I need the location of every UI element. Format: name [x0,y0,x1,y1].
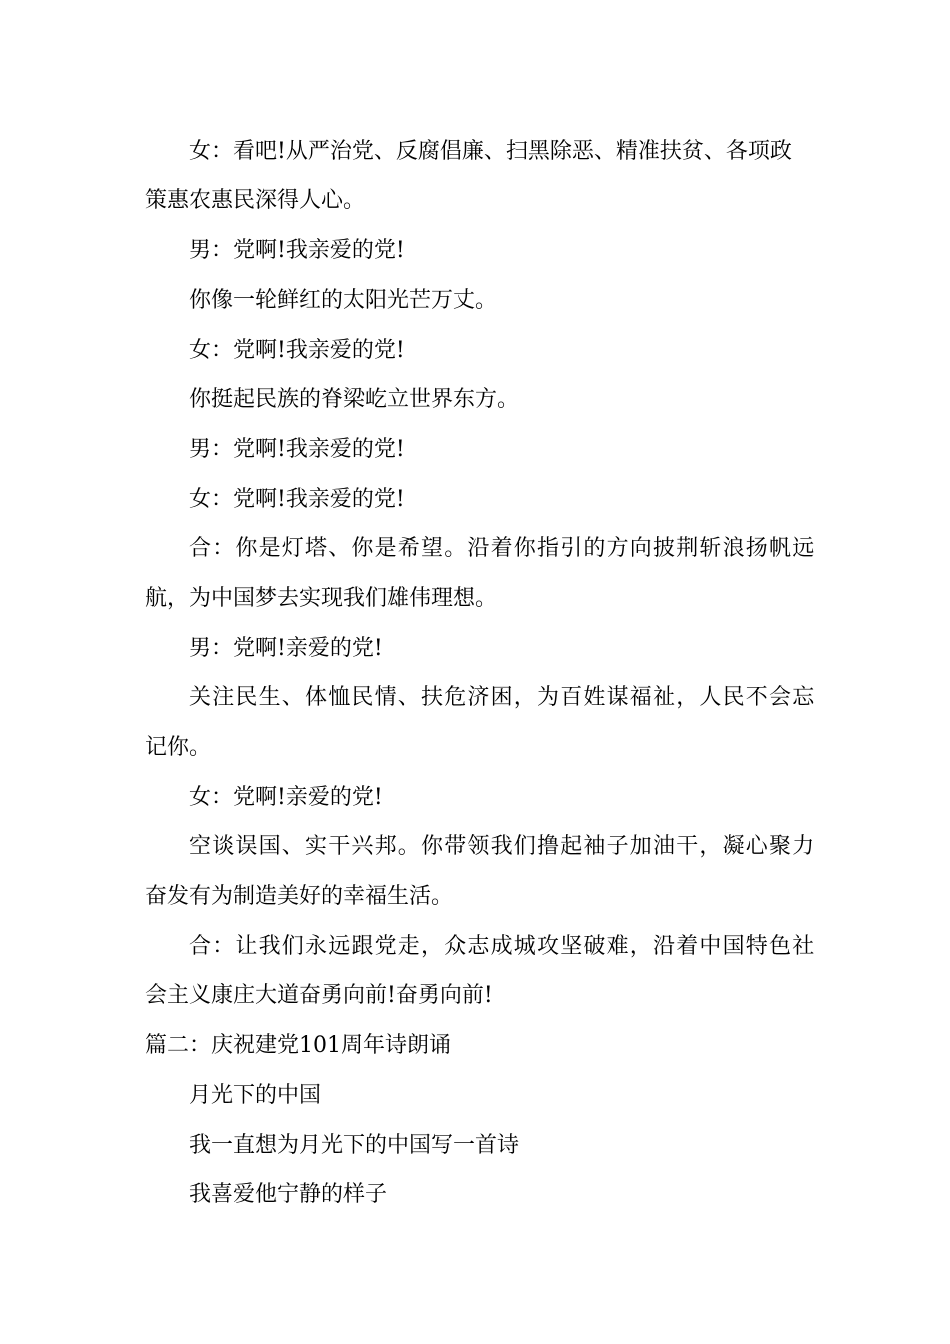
paragraph-line: 你像一轮鲜红的太阳光芒万丈。 [189,288,498,313]
paragraph-line: 合：你是灯塔、你是希望。沿着你指引的方向披荆斩浪扬帆远 [189,536,816,561]
paragraph-line: 女：党啊!我亲爱的党! [189,487,405,512]
paragraph-line: 关注民生、体恤民情、扶危济困，为百姓谋福祉，人民不会忘 [189,685,816,710]
section-heading: 篇二：庆祝建党101周年诗朗诵 [145,1033,451,1058]
paragraph-line: 策惠农惠民深得人心。 [145,188,366,213]
poem-line: 我一直想为月光下的中国写一首诗 [189,1133,520,1158]
paragraph-line: 男：党啊!我亲爱的党! [189,238,405,263]
poem-line: 我喜爱他宁静的样子 [189,1182,388,1207]
paragraph-line: 女：党啊!我亲爱的党! [189,338,405,363]
paragraph-line: 你挺起民族的脊梁屹立世界东方。 [189,387,520,412]
paragraph-line: 女：党啊!亲爱的党! [189,785,383,810]
paragraph-line: 会主义康庄大道奋勇向前!奋勇向前! [145,983,493,1008]
paragraph-line: 男：党啊!我亲爱的党! [189,437,405,462]
poem-title: 月光下的中国 [189,1083,322,1108]
paragraph-line: 奋发有为制造美好的幸福生活。 [145,884,454,909]
paragraph-line: 空谈误国、实干兴邦。你带领我们撸起袖子加油干，凝心聚力 [189,834,816,859]
paragraph-line: 记你。 [145,735,212,760]
paragraph-line: 男：党啊!亲爱的党! [189,636,383,661]
paragraph-line: 航，为中国梦去实现我们雄伟理想。 [145,586,498,611]
paragraph-line: 合：让我们永远跟党走，众志成城攻坚破难，沿着中国特色社 [189,934,816,959]
paragraph-line: 女：看吧!从严治党、反腐倡廉、扫黑除恶、精准扶贫、各项政 [189,139,792,164]
